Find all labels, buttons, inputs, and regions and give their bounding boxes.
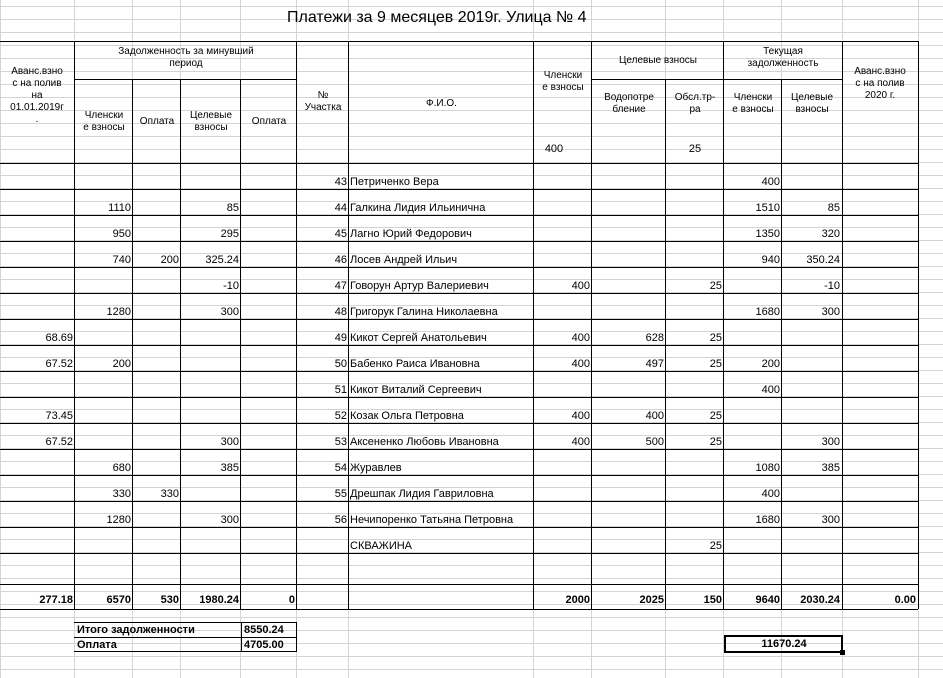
cell-current-member: 1080 bbox=[755, 462, 780, 474]
cell-plot-number: 51 bbox=[334, 384, 347, 396]
total-debt-member: 6570 bbox=[106, 594, 131, 606]
cell-advance-start: 73.45 bbox=[45, 410, 73, 422]
cell-service: 25 bbox=[709, 540, 722, 552]
header-member-fees: Членски е взносы bbox=[542, 70, 584, 93]
cell-debt-target: -10 bbox=[223, 280, 239, 292]
summary-payment-label: Оплата bbox=[77, 639, 117, 651]
cell-current-target: 85 bbox=[827, 202, 840, 214]
cell-debt-member: 1280 bbox=[106, 514, 131, 526]
summary-payment-value: 4705.00 bbox=[244, 639, 284, 651]
cell-advance-start: 67.52 bbox=[45, 358, 73, 370]
cell-full-name: Говорун Артур Валериевич bbox=[350, 280, 489, 292]
cell-service: 25 bbox=[709, 280, 722, 292]
summary-debt-label: Итого задолженности bbox=[77, 624, 195, 636]
total-current-member: 9640 bbox=[755, 594, 780, 606]
cell-debt-member: 740 bbox=[112, 254, 131, 266]
cell-debt-member: 200 bbox=[112, 358, 131, 370]
total-debt-payment-2: 0 bbox=[288, 594, 295, 606]
rate-member-fees: 400 bbox=[544, 143, 564, 155]
cell-debt-target: 300 bbox=[220, 436, 239, 448]
cell-full-name: Козак Ольга Петровна bbox=[350, 410, 464, 422]
cell-current-target: 320 bbox=[821, 228, 840, 240]
cell-debt-member: 1110 bbox=[108, 202, 131, 214]
cell-full-name: Кикот Сергей Анатольевич bbox=[350, 332, 487, 344]
cell-service: 25 bbox=[709, 358, 722, 370]
cell-member-fees: 400 bbox=[571, 332, 590, 344]
header-debt-payment-2: Оплата bbox=[251, 116, 287, 127]
cell-current-target: -10 bbox=[824, 280, 840, 292]
cell-current-member: 400 bbox=[761, 384, 780, 396]
cell-plot-number: 55 bbox=[334, 488, 347, 500]
cell-debt-member: 680 bbox=[112, 462, 131, 474]
cell-current-member: 1680 bbox=[755, 306, 780, 318]
cell-debt-target: 300 bbox=[220, 514, 239, 526]
cell-full-name: Лосев Андрей Ильич bbox=[350, 254, 458, 266]
cell-full-name: Аксененко Любовь Ивановна bbox=[350, 436, 499, 448]
cell-member-fees: 400 bbox=[571, 280, 590, 292]
total-service: 150 bbox=[703, 594, 722, 606]
cell-debt-target: 85 bbox=[226, 202, 239, 214]
cell-debt-payment: 330 bbox=[160, 488, 179, 500]
cell-full-name: Дрешпак Лидия Гавриловна bbox=[350, 488, 494, 500]
cell-current-member: 400 bbox=[761, 488, 780, 500]
cell-plot-number: 44 bbox=[334, 202, 347, 214]
cell-water: 497 bbox=[645, 358, 664, 370]
cell-debt-target: 325.24 bbox=[205, 254, 239, 266]
cell-plot-number: 49 bbox=[334, 332, 347, 344]
summary-debt-value: 8550.24 bbox=[244, 624, 284, 636]
cell-plot-number: 50 bbox=[334, 358, 347, 370]
cell-member-fees: 400 bbox=[571, 358, 590, 370]
cell-water: 628 bbox=[645, 332, 664, 344]
total-advance-end: 0.00 bbox=[894, 594, 916, 606]
header-plot-number: № Участка bbox=[304, 90, 342, 113]
total-member-fees: 2000 bbox=[565, 594, 590, 606]
cell-full-name: Лагно Юрий Федорович bbox=[350, 228, 472, 240]
cell-water: 500 bbox=[645, 436, 664, 448]
sheet-title: Платежи за 9 месяцев 2019г. Улица № 4 bbox=[287, 9, 587, 26]
cell-current-member: 1350 bbox=[755, 228, 780, 240]
cell-member-fees: 400 bbox=[571, 436, 590, 448]
cell-current-member: 400 bbox=[761, 176, 780, 188]
cell-current-member: 940 bbox=[761, 254, 780, 266]
cell-plot-number: 47 bbox=[334, 280, 347, 292]
cell-full-name: Галкина Лидия Ильинична bbox=[350, 202, 486, 214]
cell-plot-number: 43 bbox=[334, 176, 347, 188]
cell-service: 25 bbox=[709, 436, 722, 448]
header-advance-start: Аванс.взно с на полив на 01.01.2019г . bbox=[10, 66, 64, 125]
total-debt-target: 1980.24 bbox=[199, 594, 239, 606]
cell-advance-start: 67.52 bbox=[45, 436, 73, 448]
cell-current-member: 1510 bbox=[755, 202, 780, 214]
total-water: 2025 bbox=[639, 594, 664, 606]
cell-full-name: Григорук Галина Николаевна bbox=[350, 306, 498, 318]
cell-water: 400 bbox=[645, 410, 664, 422]
cell-current-target: 300 bbox=[821, 514, 840, 526]
cell-plot-number: 52 bbox=[334, 410, 347, 422]
cell-plot-number: 48 bbox=[334, 306, 347, 318]
header-full-name: Ф.И.О. bbox=[426, 98, 457, 109]
cell-full-name: Кикот Виталий Сергеевич bbox=[350, 384, 482, 396]
header-service: Обсл.тр- ра bbox=[674, 92, 716, 115]
header-advance-end: Аванс.взно с на полив 2020 г. bbox=[854, 66, 906, 101]
cell-full-name: СКВАЖИНА bbox=[350, 540, 413, 552]
cell-full-name: Журавлев bbox=[350, 462, 402, 474]
cell-full-name: Бабенко Раиса Ивановна bbox=[350, 358, 480, 370]
cell-current-target: 385 bbox=[821, 462, 840, 474]
header-debt-member-fees: Членски е взносы bbox=[83, 110, 125, 133]
cell-service: 25 bbox=[709, 410, 722, 422]
cell-current-target: 300 bbox=[821, 306, 840, 318]
header-current-debt-group: Текущая задолженность bbox=[747, 46, 819, 69]
header-debt-target-fees: Целевые взносы bbox=[189, 110, 233, 133]
cell-service: 25 bbox=[709, 332, 722, 344]
cell-plot-number: 54 bbox=[334, 462, 347, 474]
cell-plot-number: 53 bbox=[334, 436, 347, 448]
cell-debt-target: 385 bbox=[220, 462, 239, 474]
cell-debt-target: 295 bbox=[220, 228, 239, 240]
boxed-grand-total[interactable]: 11670.24 bbox=[761, 638, 807, 650]
cell-current-target: 300 bbox=[821, 436, 840, 448]
cell-plot-number: 46 bbox=[334, 254, 347, 266]
header-target-fees-group: Целевые взносы bbox=[619, 55, 697, 66]
header-debt-previous-period: Задолженность за минувший период bbox=[118, 46, 254, 69]
header-debt-payment: Оплата bbox=[139, 116, 175, 127]
cell-plot-number: 56 bbox=[334, 514, 347, 526]
header-water-consumption: Водопотре бление bbox=[604, 92, 654, 115]
cell-full-name: Петриченко Вера bbox=[350, 176, 439, 188]
header-current-member-fees: Членски е взносы bbox=[732, 92, 774, 115]
cell-debt-target: 300 bbox=[220, 306, 239, 318]
cell-debt-member: 950 bbox=[112, 228, 131, 240]
cell-current-member: 200 bbox=[761, 358, 780, 370]
cell-debt-payment: 200 bbox=[160, 254, 179, 266]
cell-advance-start: 68.69 bbox=[45, 332, 73, 344]
total-current-target: 2030.24 bbox=[800, 594, 840, 606]
total-debt-payment: 530 bbox=[160, 594, 179, 606]
cell-plot-number: 45 bbox=[334, 228, 347, 240]
cell-debt-member: 330 bbox=[112, 488, 131, 500]
cell-full-name: Нечипоренко Татьяна Петровна bbox=[350, 514, 514, 526]
rate-service: 25 bbox=[688, 143, 702, 155]
cell-current-member: 1680 bbox=[755, 514, 780, 526]
cell-debt-member: 1280 bbox=[106, 306, 131, 318]
header-current-target-fees: Целевые взносы bbox=[790, 92, 834, 115]
cell-current-target: 350.24 bbox=[806, 254, 840, 266]
total-advance-start: 277.18 bbox=[39, 594, 73, 606]
cell-member-fees: 400 bbox=[571, 410, 590, 422]
